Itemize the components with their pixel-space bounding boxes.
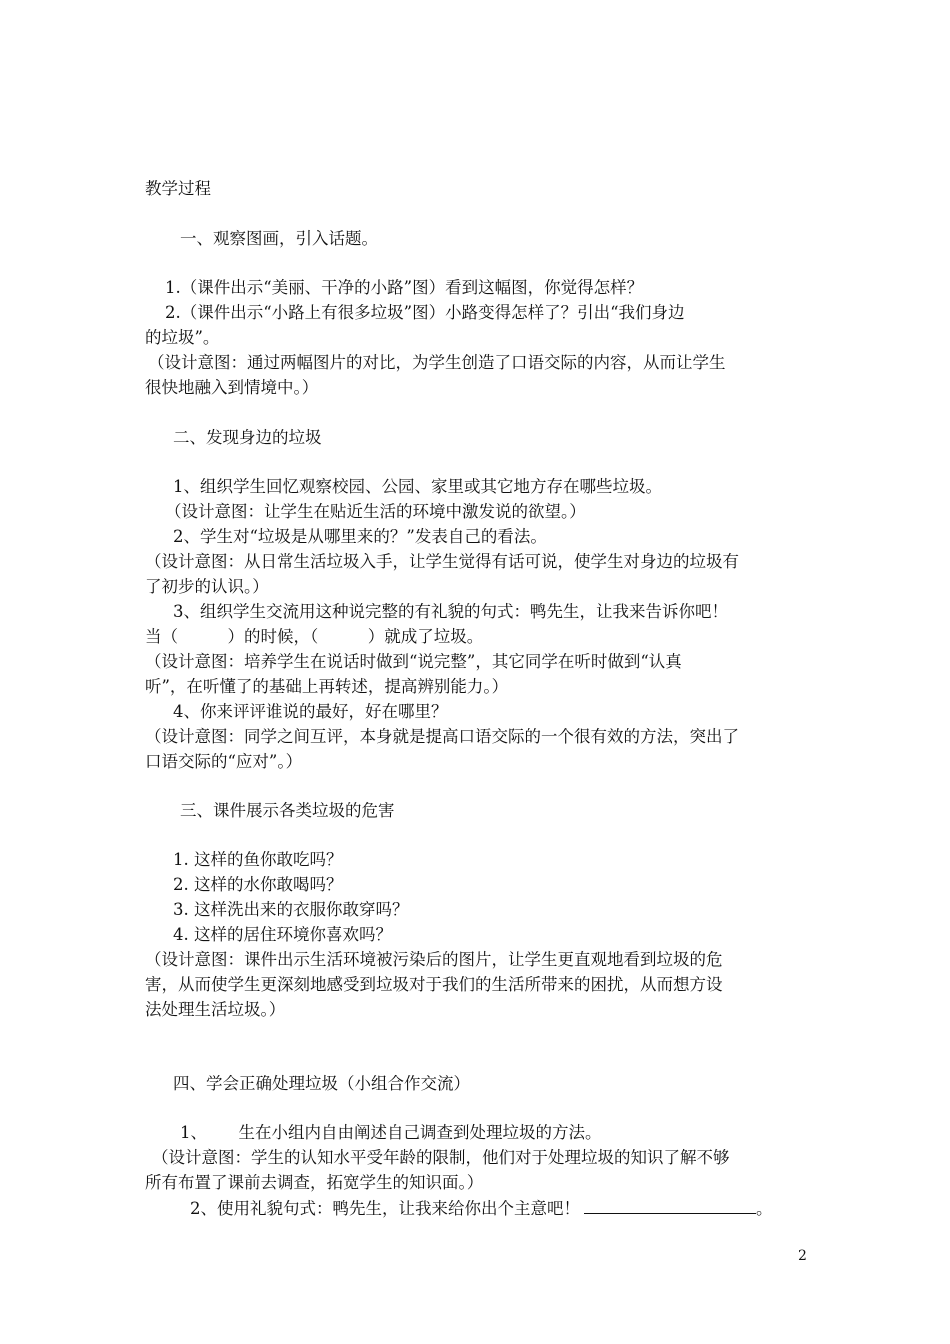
design-intent-line: （设计意图：培养学生在说话时做到“说完整”，其它同学在听时做到“认真 (145, 652, 682, 671)
list-item: 2. 这样的水你敢喝吗？ (173, 875, 343, 894)
paragraph-line-fill-in (190, 1197, 773, 1220)
design-intent-line: （设计意图：通过两幅图片的对比，为学生创造了口语交际的内容，从而让学生 (148, 353, 726, 372)
paragraph-line: 4、你来评评谁说的最好，好在哪里？ (173, 702, 448, 721)
design-intent-line: 法处理生活垃圾。） (145, 1000, 286, 1019)
section-4-heading: 四、学会正确处理垃圾（小组合作交流） (173, 1074, 470, 1093)
fill-in-prompt: 2、使用礼貌句式：鸭先生，让我来给你出个主意吧！ (190, 1199, 580, 1218)
section-1-heading: 一、观察图画，引入话题。 (180, 229, 378, 248)
paragraph-line: 的垃圾”。 (145, 328, 220, 347)
list-item: 4. 这样的居住环境你喜欢吗？ (173, 925, 392, 944)
list-item: 3. 这样洗出来的衣服你敢穿吗？ (173, 900, 409, 919)
paragraph-line: 2、学生对“垃圾是从哪里来的？”发表自己的看法。 (173, 527, 547, 546)
design-intent-line: （设计意图：同学之间互评，本身就是提高口语交际的一个很有效的方法，突出了 (145, 727, 739, 746)
doc-title: 教学过程 (145, 179, 211, 198)
design-intent-line: 听”，在听懂了的基础上再转述，提高辨别能力。） (145, 677, 509, 696)
design-intent-line: （设计意图：课件出示生活环境被污染后的图片，让学生更直观地看到垃圾的危 (145, 950, 723, 969)
design-intent-line: 害，从而使学生更深刻地感受到垃圾对于我们的生活所带来的困扰，从而想方设 (145, 975, 723, 994)
paragraph-line: 1、组织学生回忆观察校园、公园、家里或其它地方存在哪些垃圾。 (173, 477, 662, 496)
fill-in-period: 。 (756, 1199, 773, 1218)
paragraph-line: 3、组织学生交流用这种说完整的有礼貌的句式：鸭先生，让我来告诉你吧！ (173, 602, 728, 621)
design-intent-line: （设计意图：让学生在贴近生活的环境中激发说的欲望。） (165, 502, 586, 521)
paragraph-line: 2.（课件出示“小路上有很多垃圾”图）小路变得怎样了？引出“我们身边 (165, 303, 685, 322)
section-2-heading: 二、发现身边的垃圾 (173, 428, 322, 447)
design-intent-line: （设计意图：学生的认知水平受年龄的限制，他们对于处理垃圾的知识了解不够 (152, 1148, 730, 1167)
design-intent-line: 所有布置了课前去调查，拓宽学生的知识面。） (145, 1173, 484, 1192)
page-number: 2 (798, 1248, 807, 1264)
design-intent-line: 口语交际的“应对”。） (145, 752, 303, 771)
paragraph-line: 当（ ）的时候，（ ）就成了垃圾。 (145, 627, 484, 646)
paragraph-line: 1.（课件出示“美丽、干净的小路”图）看到这幅图，你觉得怎样？ (165, 278, 644, 297)
list-item: 1. 这样的鱼你敢吃吗？ (173, 850, 343, 869)
design-intent-line: 很快地融入到情境中。） (145, 378, 319, 397)
fill-in-blank (584, 1197, 756, 1214)
paragraph-line: 1、 生在小组内自由阐述自己调查到处理垃圾的方法。 (180, 1123, 602, 1142)
section-3-heading: 三、课件展示各类垃圾的危害 (180, 801, 395, 820)
design-intent-line: 了初步的认识。） (145, 577, 269, 596)
design-intent-line: （设计意图：从日常生活垃圾入手，让学生觉得有话可说，使学生对身边的垃圾有 (145, 552, 739, 571)
